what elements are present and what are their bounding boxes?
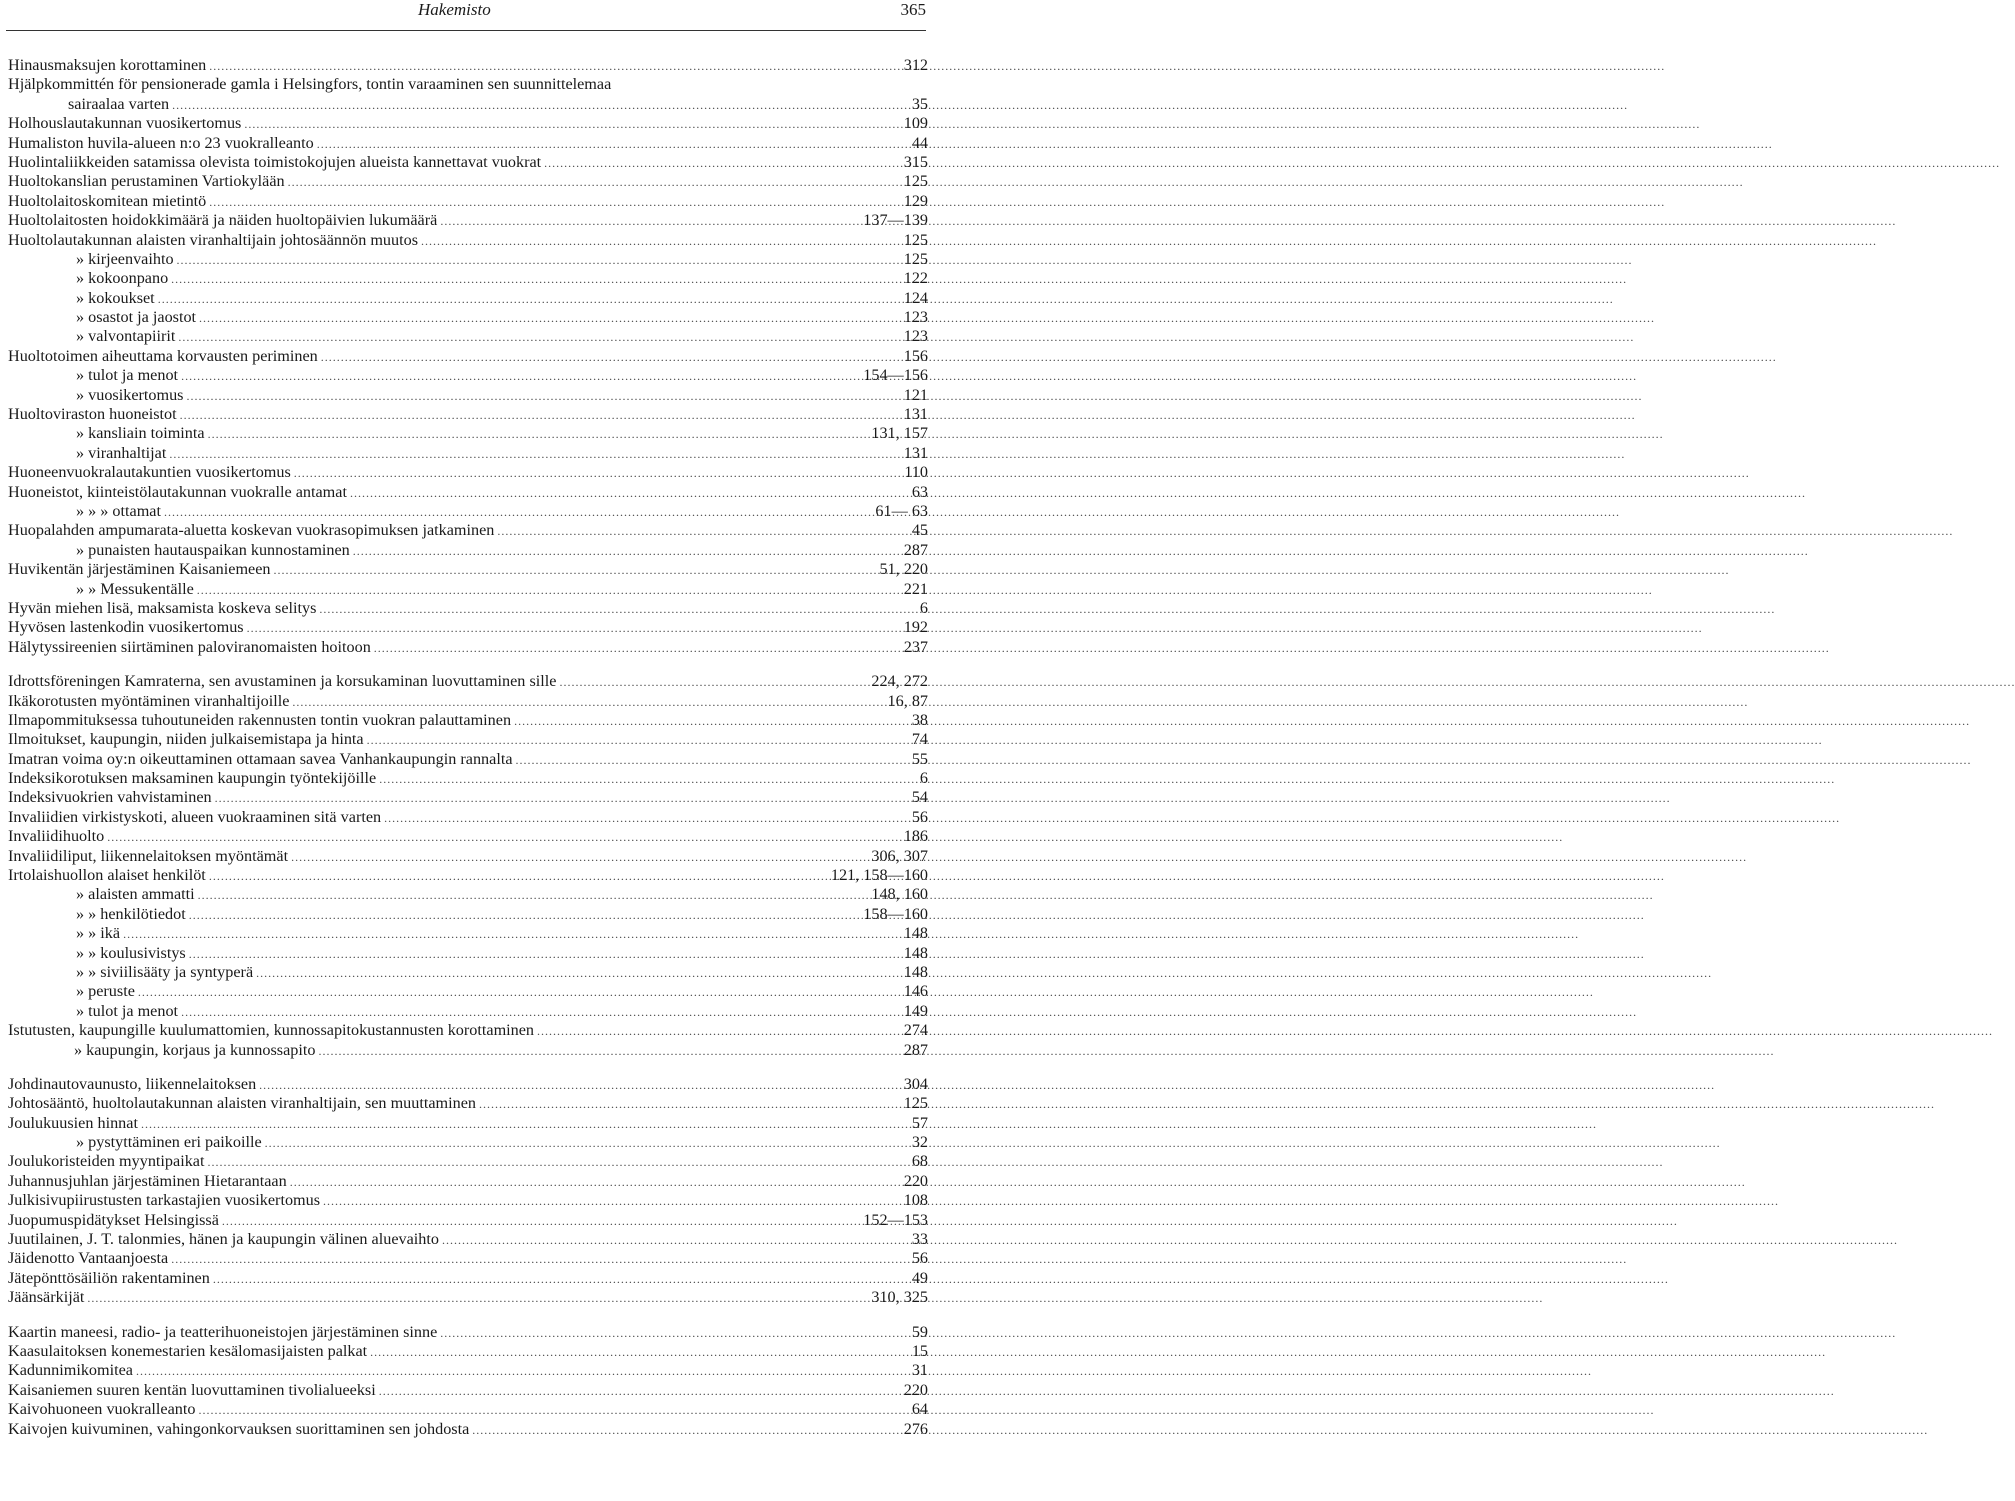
- entry-page-ref: 56: [911, 807, 928, 826]
- entry-page-ref: 61— 63: [875, 501, 928, 520]
- group-separator: [8, 1060, 928, 1075]
- entry-label: » viranhaltijat: [76, 443, 167, 462]
- index-entry: [8, 1002, 928, 1021]
- entry-page-ref: 276: [903, 1419, 928, 1438]
- entry-page-ref: 16, 87: [887, 691, 928, 710]
- dot-leader: [180, 406, 900, 425]
- dot-leader: [516, 751, 908, 770]
- index-entry: [8, 231, 928, 250]
- index-entry: [8, 483, 928, 502]
- entry-page-ref: 125: [903, 230, 928, 249]
- dot-leader: [177, 251, 900, 270]
- entry-page-ref: 156: [903, 346, 928, 365]
- entry-page-ref: 315: [903, 152, 928, 171]
- dot-leader: [207, 1153, 907, 1172]
- entry-label: » osastot ja jaostot: [76, 308, 197, 327]
- entry-label: Huoltokanslian perustaminen Vartiokylään: [8, 172, 285, 191]
- dot-leader: [274, 561, 876, 580]
- entry-page-ref: 110: [904, 463, 928, 482]
- index-entry: [8, 269, 928, 288]
- entry-page-ref: 31: [911, 1361, 928, 1380]
- dot-leader: [544, 154, 900, 173]
- entry-label: Invaliidihuolto: [8, 827, 105, 846]
- dot-leader: [442, 1231, 908, 1250]
- entry-label: » » Messukentälle: [76, 579, 194, 598]
- entry-page-ref: 131, 157: [871, 424, 928, 443]
- index-entry: [8, 1381, 928, 1400]
- entry-label: Kadunnimikomitea: [8, 1361, 133, 1380]
- index-entry: [8, 1230, 928, 1249]
- group-separator: [8, 657, 928, 672]
- entry-page-ref: 310, 325: [871, 1288, 928, 1307]
- entry-page-ref: 63: [911, 482, 928, 501]
- index-entry: [8, 580, 928, 599]
- entry-label: Kaartin maneesi, radio- ja teatterihuoneistojen järjestäminen sinne: [8, 1322, 438, 1341]
- dot-leader: [374, 639, 900, 658]
- entry-label: Joulukuusien hinnat: [8, 1113, 138, 1132]
- entry-label: » » » ottamat: [76, 501, 161, 520]
- dot-leader: [141, 1115, 908, 1134]
- dot-leader: [189, 945, 900, 964]
- index-entry: [8, 885, 928, 904]
- index-entry: [8, 95, 928, 114]
- entry-page-ref: 237: [903, 637, 928, 656]
- index-entry: [8, 386, 928, 405]
- entry-label: Hyvösen lastenkodin vuosikertomus: [8, 618, 244, 637]
- entry-label: » » henkilötiedot: [76, 904, 186, 923]
- index-entry: [8, 289, 928, 308]
- entry-label: Jätepönttösäiliön rakentaminen: [8, 1268, 210, 1287]
- entry-page-ref: 121: [903, 385, 928, 404]
- dot-leader: [537, 1022, 900, 1041]
- entry-label: Huoltolaitoskomitean mietintö: [8, 191, 207, 210]
- dot-leader: [319, 600, 916, 619]
- entry-page-ref: 287: [903, 1040, 928, 1059]
- dot-leader: [497, 522, 907, 541]
- index-entry: [8, 192, 928, 211]
- entry-page-ref: 64: [911, 1400, 928, 1419]
- index-entry: [8, 75, 928, 94]
- entry-page-ref: 38: [911, 710, 928, 729]
- index-list: [8, 56, 928, 1439]
- entry-page-ref: 152—153: [863, 1210, 928, 1229]
- entry-label: Huoltolaitosten hoidokkimäärä ja näiden huoltopäivien lukumäärä: [8, 211, 438, 230]
- dot-leader: [87, 1289, 867, 1308]
- entry-label: Huoneenvuokralautakuntien vuosikertomus: [8, 463, 291, 482]
- entry-label: Juopumuspidätykset Helsingissä: [8, 1210, 219, 1229]
- entry-label: » alaisten ammatti: [76, 885, 195, 904]
- index-entry: [8, 711, 928, 730]
- index-group: [8, 672, 928, 1060]
- entry-label: » valvontapiirit: [76, 327, 176, 346]
- index-entry: [8, 672, 928, 691]
- entry-page-ref: 68: [911, 1152, 928, 1171]
- entry-page-ref: 124: [903, 288, 928, 307]
- entry-page-ref: 35: [911, 94, 928, 113]
- running-title: Hakemisto: [418, 0, 491, 19]
- entry-page-ref: 131: [903, 405, 928, 424]
- entry-page-ref: 49: [911, 1268, 928, 1287]
- entry-page-ref: 148, 160: [871, 885, 928, 904]
- dot-leader: [171, 270, 900, 289]
- index-entry: [8, 1269, 928, 1288]
- dot-leader: [259, 1076, 900, 1095]
- entry-page-ref: 131: [903, 443, 928, 462]
- index-entry: [8, 560, 928, 579]
- entry-label: Hyvän miehen lisä, maksamista koskeva selitys: [8, 598, 317, 617]
- dot-leader: [198, 1401, 907, 1420]
- page-number: 365: [900, 0, 926, 19]
- index-entry: [8, 250, 928, 269]
- entry-label: Joulukoristeiden myyntipaikat: [8, 1152, 205, 1171]
- dot-leader: [197, 581, 900, 600]
- dot-leader: [256, 964, 900, 983]
- entry-label: » kaupungin, korjaus ja kunnossapito: [74, 1040, 316, 1059]
- entry-page-ref: 45: [911, 521, 928, 540]
- entry-label: Invaliidiliput, liikennelaitoksen myöntämät: [8, 846, 289, 865]
- entry-label: Istutusten, kaupungille kuulumattomien, kunnossapitokustannusten korottaminen: [8, 1021, 535, 1040]
- entry-label: Jäidenotto Vantaanjoesta: [8, 1249, 169, 1268]
- entry-page-ref: 149: [903, 1001, 928, 1020]
- index-entry: [8, 172, 928, 191]
- index-entry: [8, 730, 928, 749]
- dot-leader: [318, 1042, 899, 1061]
- dot-leader: [479, 1095, 900, 1114]
- dot-leader: [158, 290, 900, 309]
- dot-leader: [164, 503, 871, 522]
- dot-leader: [189, 906, 860, 925]
- entry-page-ref: 121, 158—160: [830, 866, 928, 885]
- entry-page-ref: 224, 272: [871, 672, 928, 691]
- index-entry: [8, 521, 928, 540]
- index-entry: [8, 1041, 928, 1060]
- dot-leader: [514, 712, 908, 731]
- entry-page-ref: 57: [911, 1113, 928, 1132]
- entry-page-ref: 6: [919, 598, 928, 617]
- index-entry: [8, 638, 928, 657]
- entry-page-ref: 125: [903, 1094, 928, 1113]
- dot-leader: [198, 886, 868, 905]
- index-entry: [8, 866, 928, 885]
- entry-page-ref: 148: [903, 924, 928, 943]
- dot-leader: [171, 1250, 908, 1269]
- index-entry: [8, 1288, 928, 1307]
- entry-label: Jäänsärkijät: [8, 1288, 85, 1307]
- dot-leader: [379, 1382, 900, 1401]
- entry-label: » kirjeenvaihto: [76, 249, 174, 268]
- entry-page-ref: 15: [911, 1342, 928, 1360]
- index-entry: [8, 1249, 928, 1268]
- entry-page-ref: 312: [903, 56, 928, 74]
- index-entry: [8, 541, 928, 560]
- index-entry: [8, 1152, 928, 1171]
- index-entry: [8, 692, 928, 711]
- entry-label: Huoltotoimen aiheuttama korvausten periminen: [8, 346, 318, 365]
- entry-label: » kokoukset: [76, 288, 155, 307]
- index-entry: [8, 444, 928, 463]
- entry-page-ref: 123: [903, 327, 928, 346]
- index-entry: [8, 153, 928, 172]
- index-entry: [8, 56, 928, 75]
- index-entry: [8, 847, 928, 866]
- index-group: [8, 56, 928, 657]
- entry-label: » » koulusivistys: [76, 943, 186, 962]
- dot-leader: [215, 789, 908, 808]
- dot-leader: [440, 212, 859, 231]
- entry-page-ref: 154—156: [863, 366, 928, 385]
- entry-page-ref: 59: [911, 1322, 928, 1341]
- index-entry: [8, 1361, 928, 1380]
- index-entry: [8, 211, 928, 230]
- entry-page-ref: 55: [911, 749, 928, 768]
- dot-leader: [317, 135, 908, 154]
- entry-page-ref: 44: [911, 133, 928, 152]
- entry-page-ref: 274: [903, 1021, 928, 1040]
- entry-page-ref: 146: [903, 982, 928, 1001]
- dot-leader: [178, 328, 899, 347]
- dot-leader: [379, 770, 916, 789]
- index-entry: [8, 599, 928, 618]
- page-header: [6, 0, 926, 31]
- entry-label: » tulot ja menot: [76, 366, 179, 385]
- dot-leader: [209, 57, 899, 76]
- dot-leader: [292, 693, 883, 712]
- entry-label: » » ikä: [76, 924, 121, 943]
- dot-leader: [169, 445, 899, 464]
- entry-page-ref: 186: [903, 827, 928, 846]
- entry-page-ref: 158—160: [863, 904, 928, 923]
- index-entry: [8, 424, 928, 443]
- entry-label: Indeksikorotuksen maksaminen kaupungin työntekijöille: [8, 769, 377, 788]
- entry-label: Hälytyssireenien siirtäminen paloviranomaisten hoitoon: [8, 637, 371, 656]
- entry-label: Hinausmaksujen korottaminen: [8, 56, 207, 74]
- dot-leader: [138, 983, 900, 1002]
- dot-leader: [244, 115, 899, 134]
- dot-leader: [222, 1212, 859, 1231]
- entry-page-ref: 56: [911, 1249, 928, 1268]
- entry-label: Huopalahden ampumarata-aluetta koskevan vuokrasopimuksen jatkaminen: [8, 521, 495, 540]
- index-entry: [8, 982, 928, 1001]
- index-entry: [8, 114, 928, 133]
- entry-label: Julkisivupiirustusten tarkastajien vuosikertomus: [8, 1191, 321, 1210]
- entry-page-ref: 287: [903, 540, 928, 559]
- index-entry: [8, 327, 928, 346]
- dot-leader: [247, 619, 900, 638]
- entry-label: Kaivojen kuivuminen, vahingonkorvauksen suorittaminen sen johdosta: [8, 1419, 470, 1438]
- dot-leader: [294, 464, 901, 483]
- dot-leader: [208, 425, 868, 444]
- dot-leader: [288, 173, 900, 192]
- entry-page-ref: 123: [903, 308, 928, 327]
- dot-leader: [472, 1421, 899, 1440]
- dot-leader: [181, 1003, 900, 1022]
- dot-leader: [350, 484, 908, 503]
- entry-page-ref: 304: [903, 1074, 928, 1093]
- index-entry: [8, 347, 928, 366]
- index-entry: [8, 618, 928, 637]
- index-entry: [8, 808, 928, 827]
- entry-page-ref: 122: [903, 269, 928, 288]
- dot-leader: [559, 673, 867, 692]
- entry-label: » » siviilisääty ja syntyperä: [76, 962, 254, 981]
- index-group: [8, 1323, 928, 1439]
- entry-page-ref: 148: [903, 943, 928, 962]
- index-entry: [8, 1172, 928, 1191]
- index-entry: [8, 502, 928, 521]
- entry-label: Humaliston huvila-alueen n:o 23 vuokralleanto: [8, 133, 314, 152]
- entry-page-ref: 306, 307: [871, 846, 928, 865]
- entry-label: » punaisten hautauspaikan kunnostaminen: [76, 540, 350, 559]
- entry-label: Holhouslautakunnan vuosikertomus: [8, 114, 242, 133]
- entry-label: » peruste: [76, 982, 135, 1001]
- index-entry: [8, 1114, 928, 1133]
- dot-leader: [265, 1134, 908, 1153]
- index-entry: [8, 1420, 928, 1439]
- entry-page-ref: 125: [903, 172, 928, 191]
- entry-label: » pystyttäminen eri paikoille: [76, 1133, 262, 1152]
- index-entry: [8, 905, 928, 924]
- index-entry: [8, 1075, 928, 1094]
- entry-page-ref: 54: [911, 788, 928, 807]
- entry-page-ref: 108: [903, 1191, 928, 1210]
- entry-label: Johtosääntö, huoltolautakunnan alaisten viranhaltijain, sen muuttaminen: [8, 1094, 476, 1113]
- index-entry: [8, 308, 928, 327]
- dot-leader: [209, 867, 827, 886]
- dot-leader: [384, 809, 908, 828]
- index-entry: [8, 750, 928, 769]
- index-entry: [8, 405, 928, 424]
- index-entry: [8, 463, 928, 482]
- entry-page-ref: 109: [903, 114, 928, 133]
- entry-page-ref: 221: [903, 579, 928, 598]
- entry-label: Juutilainen, J. T. talonmies, hänen ja kaupungin välinen aluevaihto: [8, 1230, 439, 1249]
- group-separator: [8, 1308, 928, 1323]
- entry-page-ref: 148: [903, 962, 928, 981]
- index-entry: [8, 944, 928, 963]
- entry-page-ref: 192: [903, 618, 928, 637]
- dot-leader: [213, 1270, 908, 1289]
- dot-leader: [107, 828, 900, 847]
- entry-page-ref: 125: [903, 249, 928, 268]
- dot-leader: [181, 367, 859, 386]
- entry-page-ref: 32: [911, 1133, 928, 1152]
- entry-label: Kaasulaitoksen konemestarien kesälomasijaisten palkat: [8, 1342, 368, 1360]
- entry-label: Juhannusjuhlan järjestäminen Hietarantaan: [8, 1171, 287, 1190]
- dot-leader: [367, 731, 908, 750]
- dot-leader: [440, 1324, 908, 1343]
- index-entry: [8, 1342, 928, 1361]
- entry-label: Huoltoviraston huoneistot: [8, 405, 177, 424]
- index-entry: [8, 134, 928, 153]
- entry-label: Huvikentän järjestäminen Kaisaniemeen: [8, 560, 271, 579]
- entry-label: Kaisaniemen suuren kentän luovuttaminen tivolialueeksi: [8, 1380, 376, 1399]
- dot-leader: [323, 1192, 900, 1211]
- entry-page-ref: 51, 220: [879, 560, 928, 579]
- index-entry: [8, 827, 928, 846]
- dot-leader: [291, 848, 867, 867]
- index-entry: [8, 1211, 928, 1230]
- entry-page-ref: 74: [911, 730, 928, 749]
- index-entry: [8, 924, 928, 943]
- entry-label: » kokoonpano: [76, 269, 169, 288]
- index-entry: [8, 1323, 928, 1342]
- entry-label: sairaalaa varten: [68, 94, 170, 113]
- entry-label: Irtolaishuollon alaiset henkilöt: [8, 866, 206, 885]
- dot-leader: [123, 925, 900, 944]
- entry-page-ref: 137—139: [863, 211, 928, 230]
- index-entry: [8, 1191, 928, 1210]
- entry-page-ref: 6: [919, 769, 928, 788]
- index-entry: [8, 1133, 928, 1152]
- entry-page-ref: 33: [911, 1230, 928, 1249]
- entry-page-ref: 220: [903, 1380, 928, 1399]
- entry-page-ref: 129: [903, 191, 928, 210]
- index-entry: [8, 1400, 928, 1419]
- entry-label: Huoltolautakunnan alaisten viranhaltijain johtosäännön muutos: [8, 230, 418, 249]
- dot-leader: [370, 1343, 908, 1362]
- index-entry: [8, 1094, 928, 1113]
- entry-label: Indeksivuokrien vahvistaminen: [8, 788, 212, 807]
- index-entry: [8, 963, 928, 982]
- dot-leader: [290, 1173, 900, 1192]
- dot-leader: [199, 309, 900, 328]
- entry-page-ref: 220: [903, 1171, 928, 1190]
- entry-label: » vuosikertomus: [76, 385, 184, 404]
- index-entry: [8, 1021, 928, 1040]
- dot-leader: [353, 542, 900, 561]
- entry-label: » tulot ja menot: [76, 1001, 179, 1020]
- entry-label: Hjälpkommittén för pensionerade gamla i Helsingfors, tontin varaaminen sen suunnittelemaa: [8, 75, 612, 94]
- entry-label: Ilmoitukset, kaupungin, niiden julkaisemistapa ja hinta: [8, 730, 364, 749]
- entry-label: Johdinautovaunusto, liikennelaitoksen: [8, 1074, 257, 1093]
- index-entry: [8, 788, 928, 807]
- entry-label: » kansliain toiminta: [76, 424, 205, 443]
- entry-label: Ilmapommituksessa tuhoutuneiden rakennusten tontin vuokran palauttaminen: [8, 710, 512, 729]
- dot-leader: [209, 193, 899, 212]
- entry-label: Ikäkorotusten myöntäminen viranhaltijoille: [8, 691, 290, 710]
- entry-label: Idrottsföreningen Kamraterna, sen avustaminen ja korsukaminan luovuttaminen sille: [8, 672, 557, 691]
- dot-leader: [136, 1362, 908, 1381]
- index-entry: [8, 366, 928, 385]
- dot-leader: [186, 387, 899, 406]
- entry-label: Huoneistot, kiinteistölautakunnan vuokralle antamat: [8, 482, 347, 501]
- dot-leader: [172, 96, 908, 115]
- dot-leader: [421, 232, 900, 251]
- entry-label: Imatran voima oy:n oikeuttaminen ottamaan savea Vanhankaupungin rannalta: [8, 749, 513, 768]
- entry-label: Huolintaliikkeiden satamissa olevista toimistokojujen alueista kannettavat vuokrat: [8, 152, 542, 171]
- entry-label: Kaivohuoneen vuokralleanto: [8, 1400, 196, 1419]
- entry-label: Invaliidien virkistyskoti, alueen vuokraaminen sitä varten: [8, 807, 382, 826]
- index-group: [8, 1075, 928, 1308]
- dot-leader: [321, 348, 900, 367]
- index-entry: [8, 769, 928, 788]
